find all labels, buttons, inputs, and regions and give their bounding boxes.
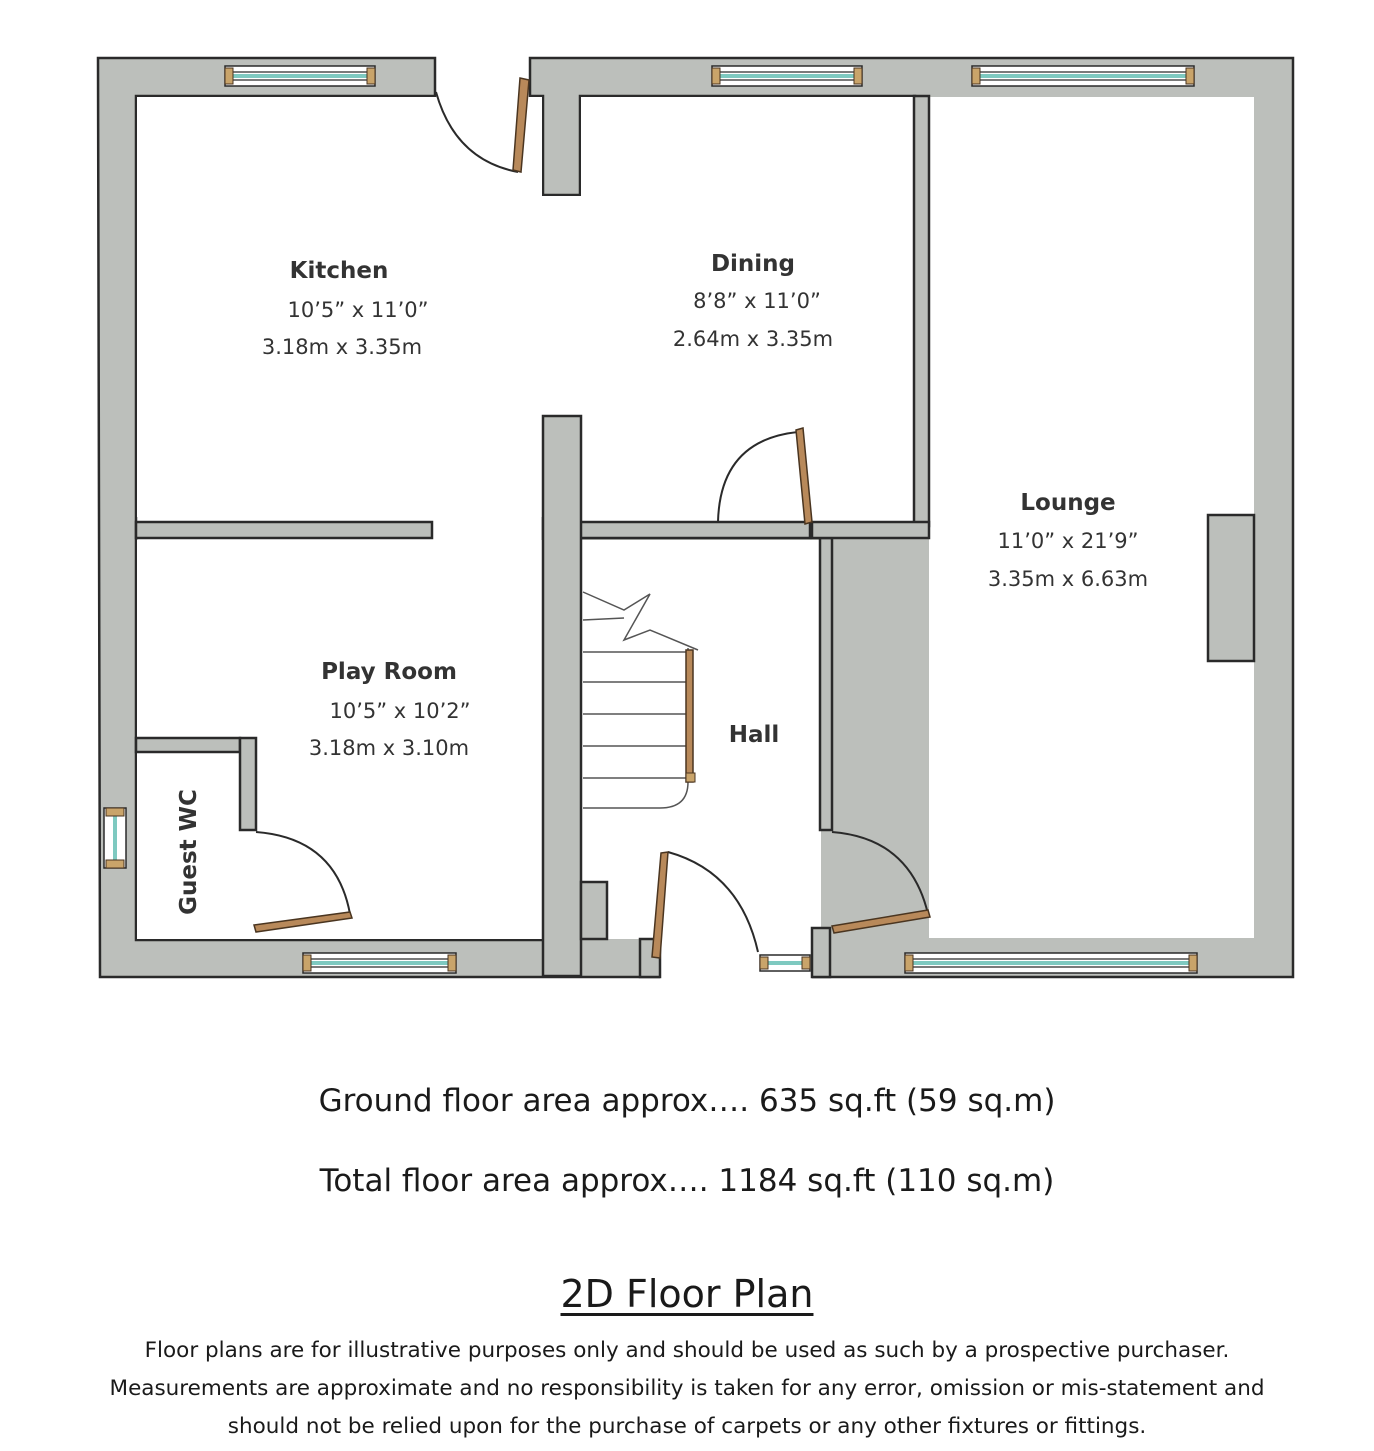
guest-wc-name: Guest WC [176,789,202,915]
dining-imperial: 8’8” x 11’0” [693,289,821,313]
kitchen-metric: 3.18m x 3.35m [261,335,423,359]
kitchen-dining-opening [500,196,582,415]
lounge-front-window [905,953,1197,973]
kitchen-playroom-wall [136,522,432,538]
hall-left-wall [543,416,581,976]
disclaimer-line-3: should not be relied upon for the purchase of carpets or any other fixtures or fittings. [227,1414,1147,1439]
chimney-breast [1208,515,1254,661]
lounge-name: Lounge [1020,490,1116,516]
dining-window [712,66,862,86]
disclaimer-line-1: Floor plans are for illustrative purposes only and should be used as such by a prospective purchaser. [144,1338,1230,1363]
playroom-name: Play Room [321,659,457,685]
disclaimer [20,1332,1354,1446]
hall-lounge-wall [820,538,832,830]
hall-cupboard [581,882,607,939]
kitchen-imperial: 10’5” x 11’0” [287,298,429,322]
kitchen-name: Kitchen [289,258,389,284]
dining-lounge-wall [914,96,929,526]
lounge-rear-window [972,66,1194,86]
disclaimer-line-2: Measurements are approximate and no responsibility is taken for any error, omission or mis-statement and [109,1376,1265,1401]
hall-name: Hall [728,722,780,748]
total-floor-area: Total floor area approx…. 1184 sq.ft (110 sq.m) [319,1163,1055,1199]
wc-top-wall [136,738,240,752]
plan-title [0,1272,1374,1316]
playroom-window [303,953,456,973]
dining-metric: 2.64m x 3.35m [672,327,834,351]
dining-name: Dining [710,251,796,277]
wc-window [104,808,126,868]
ground-floor-area: Ground floor area approx…. 635 sq.ft (59 sq.m) [318,1083,1056,1119]
door-jamb-right [812,928,830,977]
dining-hall-wall [580,522,810,538]
lounge-top-corner [812,522,929,538]
wc-right-wall [240,738,256,830]
hall-side-window [760,955,810,971]
playroom-metric: 3.18m x 3.10m [308,736,470,760]
lounge-metric: 3.35m x 6.63m [987,567,1149,591]
lounge-floor [929,97,1254,938]
playroom-imperial: 10’5” x 10’2” [329,699,471,723]
kitchen-window [225,66,375,86]
walls [98,58,1293,979]
plan-title-text: 2D Floor Plan [560,1272,814,1316]
hall-floor [581,540,821,939]
lounge-imperial: 11’0” x 21’9” [997,529,1139,553]
